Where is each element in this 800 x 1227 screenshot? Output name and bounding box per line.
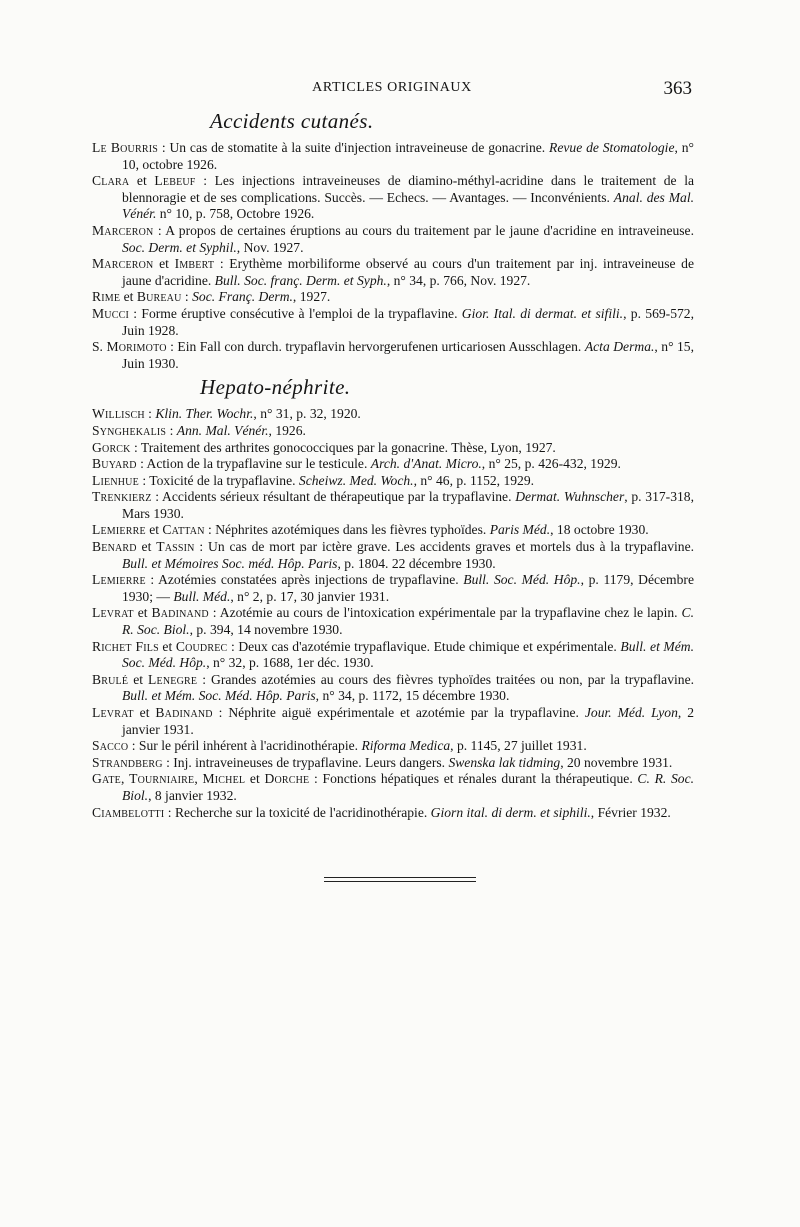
reference-text: : Recherche sur la toxicité de l'acridinothérapie. <box>164 804 431 820</box>
section-heading-accidents-cutanes: Accidents cutanés. <box>210 109 374 133</box>
reference-source: Acta Derma. <box>584 339 655 355</box>
closing-rule <box>324 877 476 882</box>
reference-text: : Sur le péril inhérent à l'acridinothérapie. <box>128 738 362 754</box>
reference-text: , p. 317-318, Mars 1930. <box>122 489 694 521</box>
reference-text: et <box>120 289 137 305</box>
reference-text: , n° 32, p. 1688, 1er déc. 1930. <box>206 655 374 671</box>
reference-text: , n° 34, p. 766, Nov. 1927. <box>386 272 531 288</box>
reference-text: : A propos de certaines éruptions au cours du traitement par le jaune d'acridine en intraveineuse. <box>153 222 694 238</box>
reference-list-hepato-nephrite <box>92 406 694 821</box>
reference-text: et <box>133 605 152 621</box>
reference-author: Ciambelotti <box>92 804 165 820</box>
reference-text: , n° 15, Juin 1930. <box>122 339 694 371</box>
reference-text: , 18 octobre 1930. <box>550 522 649 538</box>
reference-entry <box>92 406 694 423</box>
reference-author: Gorck <box>92 439 131 455</box>
running-title: ARTICLES ORIGINAUX <box>312 80 472 95</box>
reference-author: Imbert <box>174 256 215 272</box>
reference-list-accidents-cutanes <box>92 140 694 372</box>
reference-author: Sacco <box>92 738 129 754</box>
reference-author: Clara <box>92 173 130 189</box>
reference-text: , 8 janvier 1932. <box>148 787 237 803</box>
reference-text: : <box>144 406 156 422</box>
reference-author: Le Bourris <box>92 140 158 155</box>
reference-text: : Forme éruptive consécutive à l'emploi de la trypaflavine. <box>128 305 462 321</box>
reference-author: Tassin <box>156 539 195 555</box>
reference-entry <box>92 456 694 473</box>
reference-author: Dorche <box>264 771 310 787</box>
article-content <box>92 108 694 882</box>
reference-entry <box>92 771 694 804</box>
page-number: 363 <box>663 78 692 99</box>
reference-source: Bull. et Mémoires Soc. méd. Hôp. Paris <box>122 555 338 571</box>
reference-source: Giorn ital. di derm. et siphili. <box>430 804 591 820</box>
reference-author: Brulé <box>92 671 129 687</box>
reference-text: et <box>136 539 157 555</box>
reference-text: et <box>158 638 176 654</box>
reference-source: Bull. et Mém. Soc. Méd. Hôp. Paris <box>122 688 316 704</box>
reference-text: , n° 31, p. 32, 1920. <box>253 406 361 422</box>
reference-entry <box>92 738 694 755</box>
reference-source: Soc. Franç. Derm. <box>192 289 293 305</box>
reference-source: Dermat. Wuhnscher <box>515 489 625 505</box>
reference-entry <box>92 289 694 306</box>
reference-text: : Erythème morbiliforme observé au cours d'un traitement par inj. intraveineuse de jaune d'acridine. <box>122 256 694 288</box>
reference-text: , p. 394, 14 novembre 1930. <box>189 622 343 638</box>
reference-text: : Fonctions hépatiques et rénales durant la thérapeutique. <box>309 771 638 787</box>
reference-entry <box>92 705 694 738</box>
reference-text: , p. 1145, 27 juillet 1931. <box>450 738 587 754</box>
reference-author: Marceron <box>92 256 154 272</box>
reference-entry <box>92 522 694 539</box>
reference-text: , n° 10, octobre 1926. <box>122 140 694 172</box>
reference-author: Badinand <box>155 705 213 720</box>
reference-source: Klin. Ther. Wochr. <box>155 406 254 422</box>
reference-author: Richet Fils <box>92 638 159 654</box>
reference-source: Riforma Medica <box>361 738 451 754</box>
reference-text: : Deux cas d'azotémie trypaflavique. Etude chimique et expérimentale. <box>227 638 621 654</box>
reference-entry <box>92 489 694 522</box>
reference-author: Willisch <box>92 406 145 422</box>
reference-text: , 20 novembre 1931. <box>560 754 673 770</box>
reference-author: Lemierre <box>92 522 146 538</box>
reference-author: Trenkierz <box>92 489 152 505</box>
reference-author: Strandberg <box>92 754 163 770</box>
reference-author: Morimoto <box>106 339 167 355</box>
reference-source: Bull. Soc. Méd. Hôp. <box>463 572 581 588</box>
reference-text: , n° 34, p. 1172, 15 décembre 1930. <box>315 688 510 704</box>
reference-author: Lienhue <box>92 472 139 488</box>
reference-text: , n° 46, p. 1152, 1929. <box>413 472 535 488</box>
reference-entry <box>92 672 694 705</box>
reference-text: : Action de la trypaflavine sur le testicule. <box>136 456 371 472</box>
reference-text: , 1926. <box>268 422 306 438</box>
reference-source: C. R. Soc. Biol. <box>122 605 694 638</box>
reference-text: : Grandes azotémies au cours des fièvres typhoïdes traitées ou non, par la trypaflavine. <box>197 671 695 687</box>
reference-source: Bull. et Mém. Soc. Méd. Hôp. <box>122 638 694 671</box>
reference-text: , Nov. 1927. <box>236 239 304 255</box>
reference-author: Levrat <box>92 705 134 720</box>
reference-text: , n° 2, p. 17, 30 janvier 1931. <box>230 588 390 604</box>
reference-entry <box>92 539 694 572</box>
reference-entry <box>92 755 694 772</box>
reference-text: : Toxicité de la trypaflavine. <box>138 472 299 488</box>
reference-text: , p. 1179, Décembre 1930; — <box>122 572 694 604</box>
reference-text: , Février 1932. <box>590 804 671 820</box>
reference-source: Anal. des Mal. Vénér. <box>122 189 694 222</box>
reference-entry <box>92 173 694 223</box>
reference-author: Lemierre <box>92 572 146 588</box>
reference-source: Bull. Méd. <box>173 588 231 604</box>
reference-author: Gate <box>92 771 121 787</box>
section-heading-hepato-nephrite: Hepato-néphrite. <box>200 375 351 400</box>
reference-text: , <box>120 771 130 787</box>
reference-text: et <box>145 522 163 538</box>
running-head <box>92 78 692 100</box>
reference-text: : Néphrites azotémiques dans les fièvres typhoïdes. <box>204 522 490 538</box>
reference-source: C. R. Soc. Biol. <box>122 771 695 803</box>
reference-entry <box>92 473 694 490</box>
reference-source: Gior. Ital. di dermat. et sifili. <box>461 305 624 321</box>
reference-author: Bureau <box>136 289 182 305</box>
reference-text: et <box>128 671 149 687</box>
reference-author: Rime <box>92 289 121 305</box>
reference-author: Levrat <box>92 605 134 621</box>
reference-source: Scheiwz. Med. Woch. <box>298 472 414 488</box>
reference-source: Arch. d'Anat. Micro. <box>370 456 482 472</box>
reference-text: : Ein Fall con durch. trypaflavin hervorgerufenen urticariosen Ausschlagen. <box>166 339 585 355</box>
reference-text: et <box>129 173 155 189</box>
reference-text: , n° 25, p. 426-432, 1929. <box>481 456 621 472</box>
reference-author: Lebeuf <box>154 173 196 189</box>
reference-text: et <box>133 705 156 720</box>
reference-entry <box>92 256 694 289</box>
reference-author: Buyard <box>92 456 137 472</box>
reference-entry <box>92 223 694 256</box>
reference-text: , <box>194 771 203 787</box>
reference-text: : Azotémie au cours de l'intoxication expérimentale par la trypaflavine chez le lapin. <box>208 605 682 621</box>
reference-text: : Traitement des arthrites gonococciques par la gonacrine. Thèse, Lyon, 1927. <box>130 439 556 455</box>
reference-text: : <box>166 422 177 438</box>
reference-author: Synghekalis <box>92 422 167 438</box>
reference-source: Jour. Méd. Lyon <box>584 705 678 720</box>
reference-text: , p. 1804. 22 décembre 1930. <box>337 555 496 571</box>
reference-text: : Accidents sérieux résultant de thérapeutique par la trypaflavine. <box>151 489 516 505</box>
reference-source: Soc. Derm. et Syphil. <box>122 239 237 255</box>
reference-author: Marceron <box>92 222 154 238</box>
reference-entry <box>92 440 694 457</box>
reference-entry <box>92 339 694 372</box>
reference-author: Coudrec <box>175 638 228 654</box>
reference-text: S. <box>92 339 107 355</box>
reference-source: Swenska lak tidming <box>448 754 561 770</box>
reference-text: : Inj. intraveineuses de trypaflavine. Leurs dangers. <box>162 754 449 770</box>
reference-text: et <box>153 256 175 272</box>
reference-text: , p. 569-572, Juin 1928. <box>122 305 694 338</box>
reference-source: Revue de Stomatologie <box>549 140 675 155</box>
reference-text: : <box>181 289 193 305</box>
reference-author: Benard <box>92 539 137 555</box>
reference-text: : Un cas de stomatite à la suite d'injection intraveineuse de gonacrine. <box>158 140 550 155</box>
reference-source: Paris Méd. <box>489 522 551 538</box>
reference-entry <box>92 423 694 440</box>
reference-entry <box>92 306 694 339</box>
reference-entry <box>92 805 694 822</box>
reference-author: Lenegre <box>148 671 198 687</box>
reference-entry <box>92 639 694 672</box>
reference-text: , 1927. <box>292 289 331 305</box>
reference-author: Badinand <box>151 605 209 621</box>
reference-text: : Néphrite aiguë expérimentale et azotémie par la trypaflavine. <box>212 705 585 720</box>
reference-author: Cattan <box>162 522 205 538</box>
reference-text: : Les injections intraveineuses de diamino-méthyl-acridine dans le traitement de la blennoragie et de ses complications. Succès. — Echecs. — Avantages. — Inconvénients. <box>122 173 695 205</box>
reference-source: Bull. Soc. franç. Derm. et Syph. <box>214 272 387 288</box>
reference-text: n° 10, p. 758, Octobre 1926. <box>156 206 315 222</box>
reference-entry <box>92 605 694 638</box>
reference-text: et <box>245 771 265 787</box>
reference-author: Mucci <box>92 305 129 321</box>
reference-source: Ann. Mal. Vénér. <box>176 422 269 438</box>
reference-text: , 2 janvier 1931. <box>122 705 694 737</box>
reference-author: Michel <box>202 771 246 787</box>
reference-author: Tourniaire <box>129 771 195 787</box>
reference-text: : Azotémies constatées après injections de trypaflavine. <box>145 572 464 588</box>
reference-entry <box>92 140 694 173</box>
reference-entry <box>92 572 694 605</box>
reference-text: : Un cas de mort par ictère grave. Les accidents graves et mortels dus à la trypaflavine. <box>194 539 695 555</box>
